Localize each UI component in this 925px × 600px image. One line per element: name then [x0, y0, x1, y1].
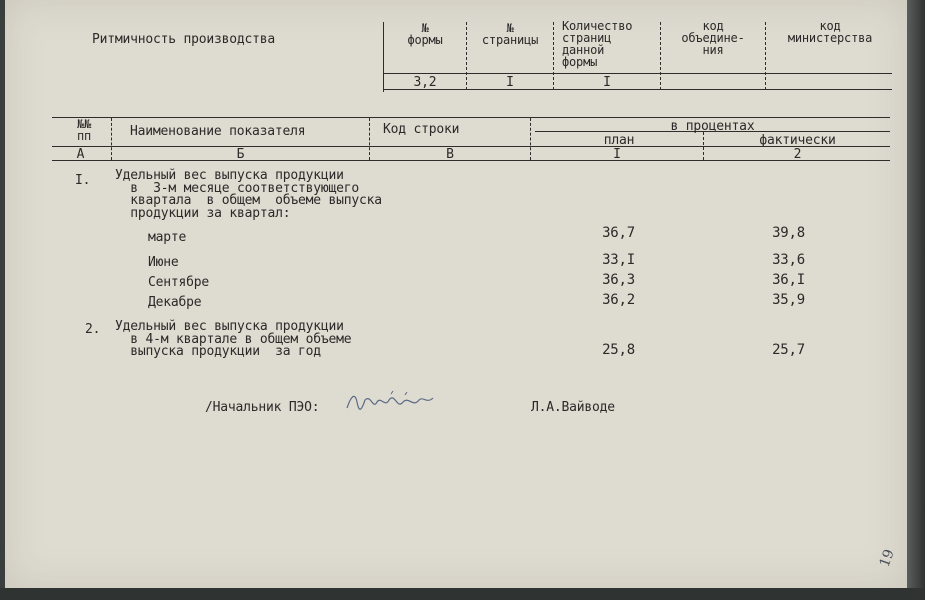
table-col-divider	[369, 118, 370, 160]
form-no-value: 3,2	[413, 75, 437, 90]
header-box-left-border	[383, 22, 384, 92]
scan-edge	[0, 588, 925, 600]
scan-edge	[907, 0, 925, 600]
sub-header-1: I	[613, 147, 621, 162]
association-code-label: код объедине- ния	[681, 19, 745, 57]
month-label: Июне	[148, 255, 179, 270]
month-label: марте	[148, 230, 187, 245]
fact-value: 36,I	[772, 272, 805, 288]
col-name-header: Наименование показателя	[130, 124, 306, 139]
table-top-rule	[52, 117, 890, 118]
header-rule	[383, 73, 892, 74]
month-label: Декабре	[148, 295, 202, 310]
table-col-divider	[111, 118, 112, 160]
col-fact-header: фактически	[759, 133, 836, 148]
table-col-divider	[530, 118, 531, 160]
plan-value: 36,2	[602, 292, 635, 308]
col-number-header: №№ пп	[76, 117, 92, 143]
header-divider	[553, 22, 554, 90]
handwritten-signature	[341, 388, 441, 418]
margin-page-mark: 19	[876, 547, 898, 570]
header-divider	[660, 22, 661, 90]
form-title: Ритмичность производства	[92, 32, 276, 47]
sub-header-b: Б	[236, 147, 245, 162]
fact-value: 35,9	[772, 292, 805, 308]
row-indicator-text: Удельный вес выпуска продукции в 4-м квартале в общем объеме выпуска продукции за год	[115, 319, 352, 359]
pages-count-label: Количество страниц данной формы	[562, 19, 633, 69]
row-number: I.	[75, 173, 91, 188]
month-label: Сентябре	[148, 275, 210, 290]
fact-value: 25,7	[772, 342, 805, 358]
header-rule	[383, 89, 892, 90]
pages-count-value: I	[603, 75, 611, 90]
ministry-code-label: код министерства	[787, 19, 873, 45]
header-divider	[765, 22, 766, 90]
plan-value: 33,I	[602, 252, 635, 268]
page-no-label: № страницы	[481, 21, 539, 47]
page-no-value: I	[506, 75, 514, 90]
signature-role: /Начальник ПЭО:	[205, 400, 320, 415]
sub-header-v: В	[446, 147, 454, 162]
sub-header-a: А	[76, 147, 85, 162]
row-number: 2.	[85, 322, 101, 337]
row-indicator-text: Удельный вес выпуска продукции в 3-м месяце соответствующего квартала в общем объеме выпуска продукции за квартал:	[115, 168, 382, 221]
fact-value: 33,6	[772, 252, 805, 268]
col-plan-header: план	[603, 133, 635, 148]
plan-value: 25,8	[602, 342, 635, 358]
fact-value: 39,8	[772, 225, 805, 241]
plan-value: 36,7	[602, 225, 635, 241]
form-no-label: № формы	[407, 21, 443, 47]
signature-name: Л.А.Вайводе	[531, 400, 615, 415]
sub-header-2: 2	[793, 147, 802, 162]
document-page	[5, 0, 907, 588]
header-divider	[466, 22, 467, 90]
table-col-divider	[703, 132, 704, 160]
col-code-header: Код строки	[383, 122, 460, 137]
plan-value: 36,3	[602, 272, 635, 288]
col-percent-header: в процентах	[670, 119, 755, 134]
